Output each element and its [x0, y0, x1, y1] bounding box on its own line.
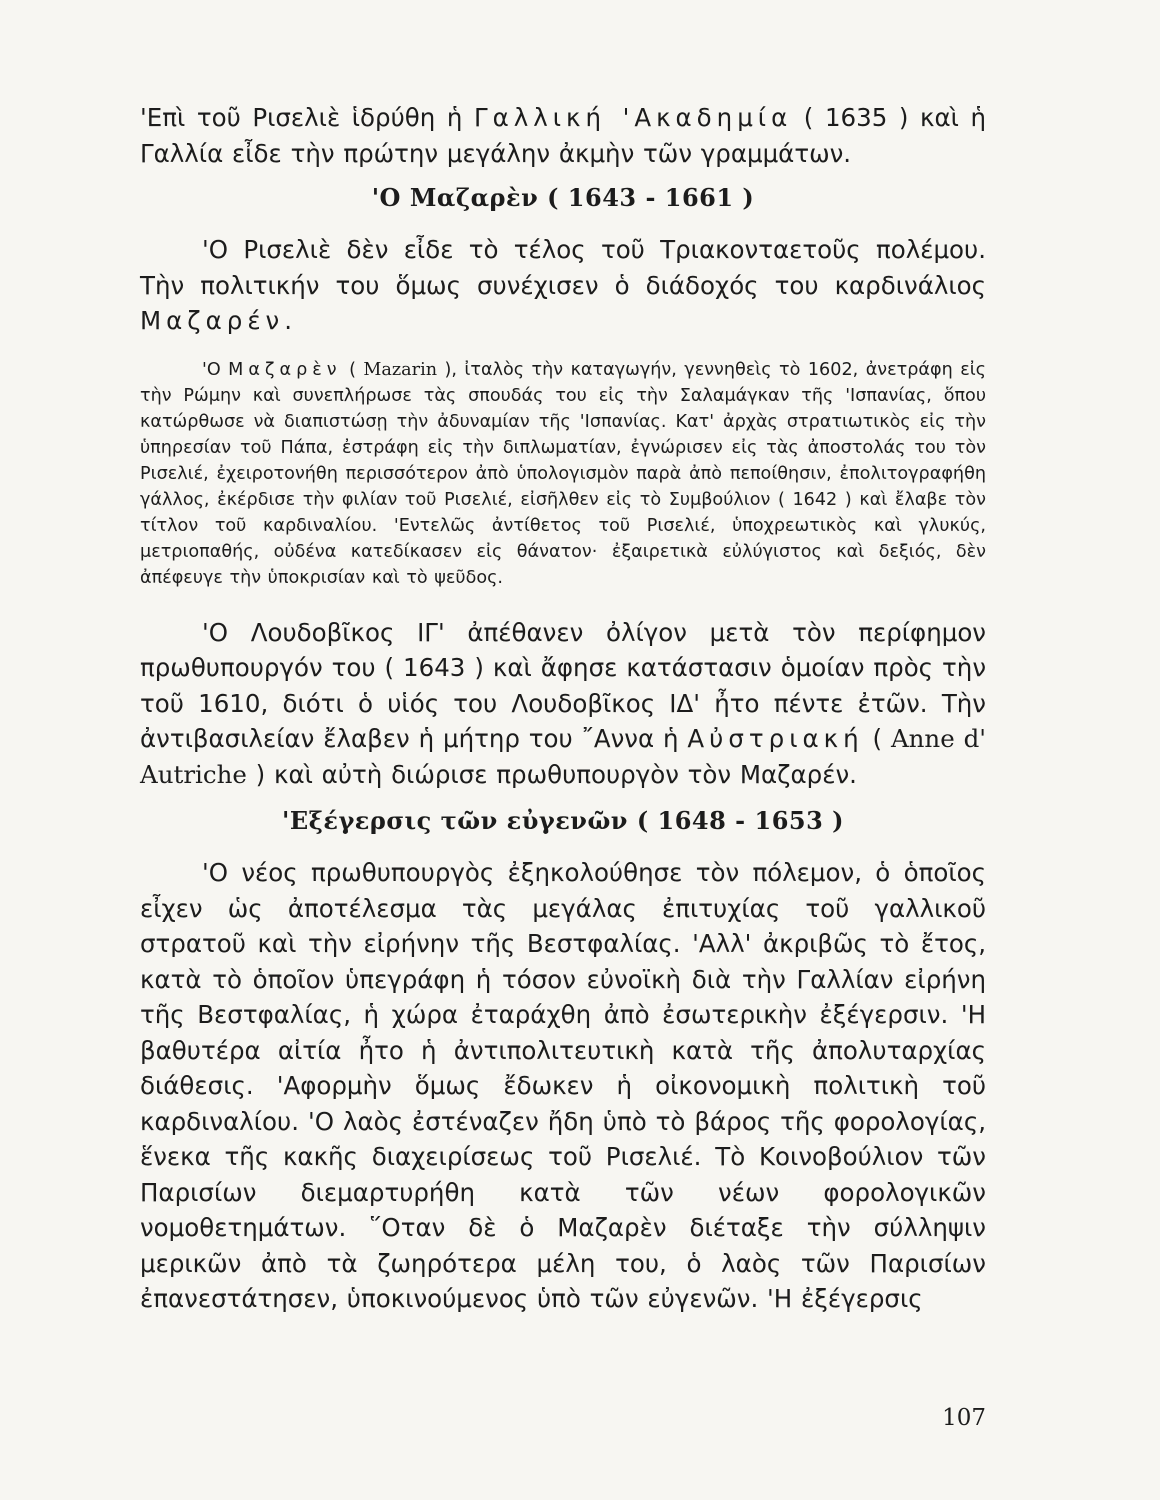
spaced-term-academy: Γαλλική 'Ακαδημία: [473, 103, 793, 132]
paragraph-fronde: 'Ο νέος πρωθυπουργὸς ἐξηκολούθησε τὸν πόλεμον, ὁ ὁποῖος εἶχεν ὡς ἀποτέλεσμα τὰς μεγάλας ἐπιτυχίας τοῦ γαλλικοῦ στρατοῦ καὶ τὴν εἰρήνην τῆς Βεστφαλίας. 'Αλλ' ἀκριβῶς τὸ ἔτος, κατὰ τὸ ὁποῖον ὑπεγράφη ἡ τόσον εὐνοϊκὴ διὰ τὴν Γαλλίαν εἰρήνη τῆς Βεστφαλίας, ἡ χώρα ἐταράχθη ἀπὸ ἐσωτερικὴν ἐξέγερσιν. 'Η βαθυτέρα αἰτία ἦτο ἡ ἀντιπολιτευτικὴ κατὰ τῆς ἀπολυταρχίας διάθεσις. 'Αφορμὴν ὅμως ἔδωκεν ἡ οἰκονομικὴ πολιτικὴ τοῦ καρδιναλίου. 'Ο λαὸς ἐστέναζεν ἤδη ὑπὸ τὸ βάρος τῆς φορολογίας, ἕνεκα τῆς κακῆς διαχειρίσεως τοῦ Ρισελιέ. Τὸ Κοινοβούλιον τῶν Παρισίων διεμαρτυρήθη κατὰ τῶν νέων φορολογικῶν νομοθετημάτων. ῞Οταν δὲ ὁ Μαζαρὲν διέταξε τὴν σύλληψιν μερικῶν ἀπὸ τὰ ζωηρότερα μέλη του, ὁ λαὸς τῶν Παρισίων ἐπανεστάτησεν, ὑποκινούμενος ὑπὸ τῶν εὐγενῶν. 'Η ἐξέγερσις: [140, 858, 986, 1313]
spaced-term-mazarin: Μαζαρέν.: [140, 306, 298, 335]
paragraph-successor: 'Ο Ρισελιὲ δὲν εἶδε τὸ τέλος τοῦ Τριακονταετοῦς πολέμου. Τὴν πολιτικήν του ὅμως συνέχισεν ὁ διάδοχός του καρδινάλιος Μαζαρέν.: [140, 235, 986, 335]
spaced-term-austrian: Αὐστριακή: [687, 724, 864, 753]
section-heading-mazarin: 'Ο Μαζαρὲν ( 1643 - 1661 ): [371, 183, 755, 212]
paragraph-louis-xiii-death: 'Ο Λουδοβῖκος ΙΓ' ἀπέθανεν ὀλίγον μετὰ τὸν περίφημον πρωθυπουργόν του ( 1643 ) καὶ ἄφησε κατάστασιν ὁμοίαν πρὸς τὴν τοῦ 1610, διότι ὁ υἱός του Λουδοβῖκος ΙΔ' ἦτο πέντε ἐτῶν. Τὴν ἀντιβασιλείαν ἔλαβεν ἡ μήτηρ του ῎Αννα ἡ Αὐστριακή ( Anne d' Autriche ) καὶ αὐτὴ διώρισε πρωθυπουργὸν τὸν Μαζαρέν.: [140, 617, 986, 789]
section-heading-fronde: 'Εξέγερσις τῶν εὐγενῶν ( 1648 - 1653 ): [282, 806, 844, 835]
latin-name-mazarin: Mazarin: [363, 359, 438, 380]
spaced-term-mazarin-bio: Μαζαρὲν: [228, 359, 342, 380]
page-number: 107: [942, 1405, 986, 1431]
latin-name-anne: Anne d' Autriche: [140, 724, 986, 789]
paragraph-academy: 'Επὶ τοῦ Ρισελιὲ ἱδρύθη ἡ Γαλλική 'Ακαδημία ( 1635 ) καὶ ἡ Γαλλία εἶδε τὴν πρώτην μεγάλην ἀκμὴν τῶν γραμμάτων.: [140, 103, 986, 168]
book-page: [140, 100, 986, 1450]
paragraph-mazarin-biography: 'Ο Μαζαρὲν ( Mazarin ), ἰταλὸς τὴν καταγωγήν, γεννηθεὶς τὸ 1602, ἀνετράφη εἰς τὴν Ρώμην καὶ συνεπλήρωσε τὰς σπουδάς του εἰς τὴν Σαλαμάγκαν τῆς 'Ισπανίας, ὅπου κατώρθωσε νὰ διαπιστώσῃ τὴν ἀδυναμίαν τῆς 'Ισπανίας. Κατ' ἀρχὰς στρατιωτικὸς εἰς τὴν ὑπηρεσίαν τοῦ Πάπα, ἐστράφη εἰς τὴν διπλωματίαν, ἐγνώρισεν εἰς τὰς ἀποστολάς του τὸν Ρισελιέ, ἐχειροτονήθη περισσότερον ἀπὸ ὑπολογισμὸν παρὰ ἀπὸ πεποίθησιν, ἐπολιτογραφήθη γάλλος, ἐκέρδισε τὴν φιλίαν τοῦ Ρισελιέ, εἰσῆλθεν εἰς τὸ Συμβούλιον ( 1642 ) καὶ ἔλαβε τὸν τίτλον τοῦ καρδιναλίου. 'Εντελῶς ἀντίθετος τοῦ Ρισελιέ, ὑποχρεωτικὸς καὶ γλυκύς, μετριοπαθής, οὐδένα κατεδίκασεν εἰς θάνατον· ἐξαιρετικὰ εὐλύγιστος καὶ δεξιός, δὲν ἀπέφευγε τὴν ὑποκρισίαν καὶ τὸ ψεῦδος.: [140, 359, 986, 588]
